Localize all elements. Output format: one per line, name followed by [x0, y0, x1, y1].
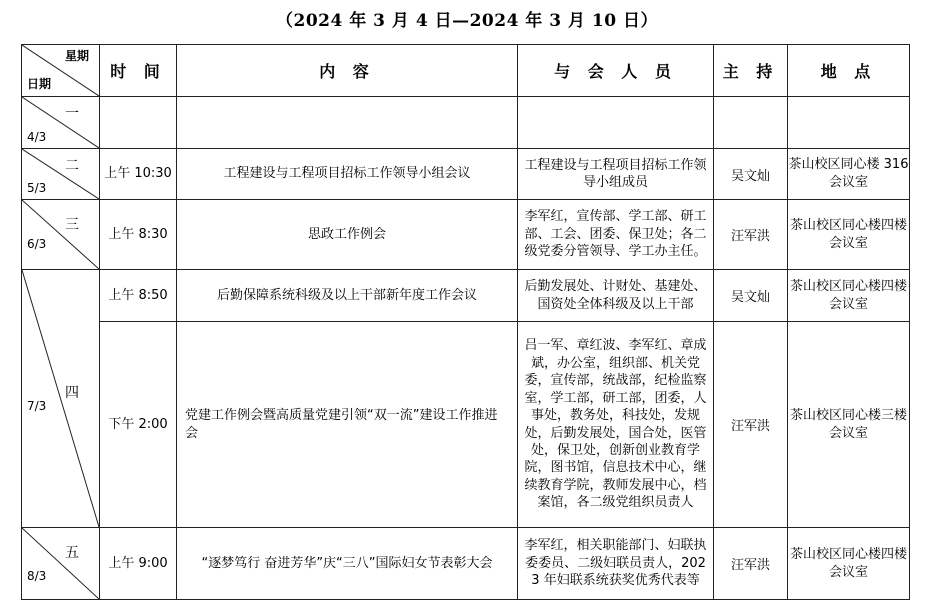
date-label: 4/3	[27, 130, 47, 144]
schedule-title: （2024 年 3 月 4 日—2024 年 3 月 10 日）	[276, 11, 658, 31]
day-cell	[22, 270, 100, 528]
content-cell: 后勤保障系统科级及以上干部新年度工作会议	[177, 270, 518, 322]
attendees-cell: 李军红，相关职能部门、妇联执委委员、二级妇联员责人，2023 年妇联系统获奖优秀代表等	[518, 528, 714, 600]
time-cell: 上午 9:00	[100, 528, 177, 600]
weekday-label: 二	[65, 158, 79, 174]
location-cell: 茶山校区同心楼四楼会议室	[788, 528, 910, 600]
attendees-cell: 吕一军、章红波、李军红、章成斌，办公室，组织部、机关党委，宣传部，统战部，纪检监察室，学工部，研工部，团委，人事处，教务处，科技处，发规处，后勤发展处，国合处，医管处，保卫处，创新创业教育学院，图书馆，信息技术中心，继续教育学院，教师发展中心，档案馆，各二级党组织员责人	[518, 322, 714, 528]
time-cell: 上午 8:50	[100, 270, 177, 322]
attendees-cell	[518, 97, 714, 149]
host-cell: 吴文灿	[714, 149, 788, 200]
host-cell: 吴文灿	[714, 270, 788, 322]
weekday-label: 一	[65, 106, 79, 122]
time-cell: 上午 10:30	[100, 149, 177, 200]
header-row	[22, 45, 910, 97]
location-cell	[788, 97, 910, 149]
day-cell	[22, 528, 100, 600]
day-row-friday	[22, 528, 910, 600]
weekday-header-label: 星期	[64, 49, 89, 63]
time-cell: 下午 2:00	[100, 322, 177, 528]
content-cell: 思政工作例会	[177, 200, 518, 270]
content-cell: 党建工作例会暨高质量党建引领“双一流”建设工作推进会	[177, 322, 518, 528]
date-label: 7/3	[27, 399, 47, 413]
content-cell: 工程建设与工程项目招标工作领导小组会议	[177, 149, 518, 200]
location-cell: 茶山校区同心楼四楼会议室	[788, 200, 910, 270]
day-row-wednesday	[22, 200, 910, 270]
diagonal-divider	[22, 528, 99, 599]
content-cell: “逐梦笃行 奋进芳华”庆“三八”国际妇女节表彰大会	[177, 528, 518, 600]
content-cell	[177, 97, 518, 149]
weekday-label: 五	[65, 545, 79, 561]
host-cell: 汪军洪	[714, 322, 788, 528]
time-cell	[100, 97, 177, 149]
day-cell	[22, 97, 100, 149]
host-header: 主 持	[714, 45, 788, 97]
time-header: 时 间	[100, 45, 177, 97]
location-header: 地 点	[788, 45, 910, 97]
day-row-thursday-2	[22, 322, 910, 528]
time-cell: 上午 8:30	[100, 200, 177, 270]
schedule-table	[21, 44, 910, 600]
date-label: 8/3	[27, 569, 47, 583]
location-cell: 茶山校区同心楼三楼会议室	[788, 322, 910, 528]
attendees-cell: 工程建设与工程项目招标工作领导小组成员	[518, 149, 714, 200]
attendees-cell: 后勤发展处、计财处、基建处、国资处全体科级及以上干部	[518, 270, 714, 322]
host-cell	[714, 97, 788, 149]
day-row-tuesday	[22, 149, 910, 200]
day-cell	[22, 149, 100, 200]
day-row-thursday-1	[22, 270, 910, 322]
diagonal-divider	[22, 200, 99, 269]
date-label: 5/3	[27, 181, 47, 195]
host-cell: 汪军洪	[714, 528, 788, 600]
attendees-cell: 李军红，宣传部、学工部、研工部、工会、团委、保卫处；各二级党委分管领导、学工办主任。	[518, 200, 714, 270]
header-weekday-date-cell	[22, 45, 100, 97]
location-cell: 茶山校区同心楼 316 会议室	[788, 149, 910, 200]
day-cell	[22, 200, 100, 270]
host-cell: 汪军洪	[714, 200, 788, 270]
date-label: 6/3	[27, 237, 47, 251]
day-row-monday	[22, 97, 910, 149]
weekday-label: 四	[65, 385, 79, 401]
location-cell: 茶山校区同心楼四楼会议室	[788, 270, 910, 322]
content-header: 内 容	[177, 45, 518, 97]
weekday-label: 三	[65, 217, 79, 233]
date-header-label: 日期	[27, 77, 52, 91]
attendees-header: 与 会 人 员	[518, 45, 714, 97]
